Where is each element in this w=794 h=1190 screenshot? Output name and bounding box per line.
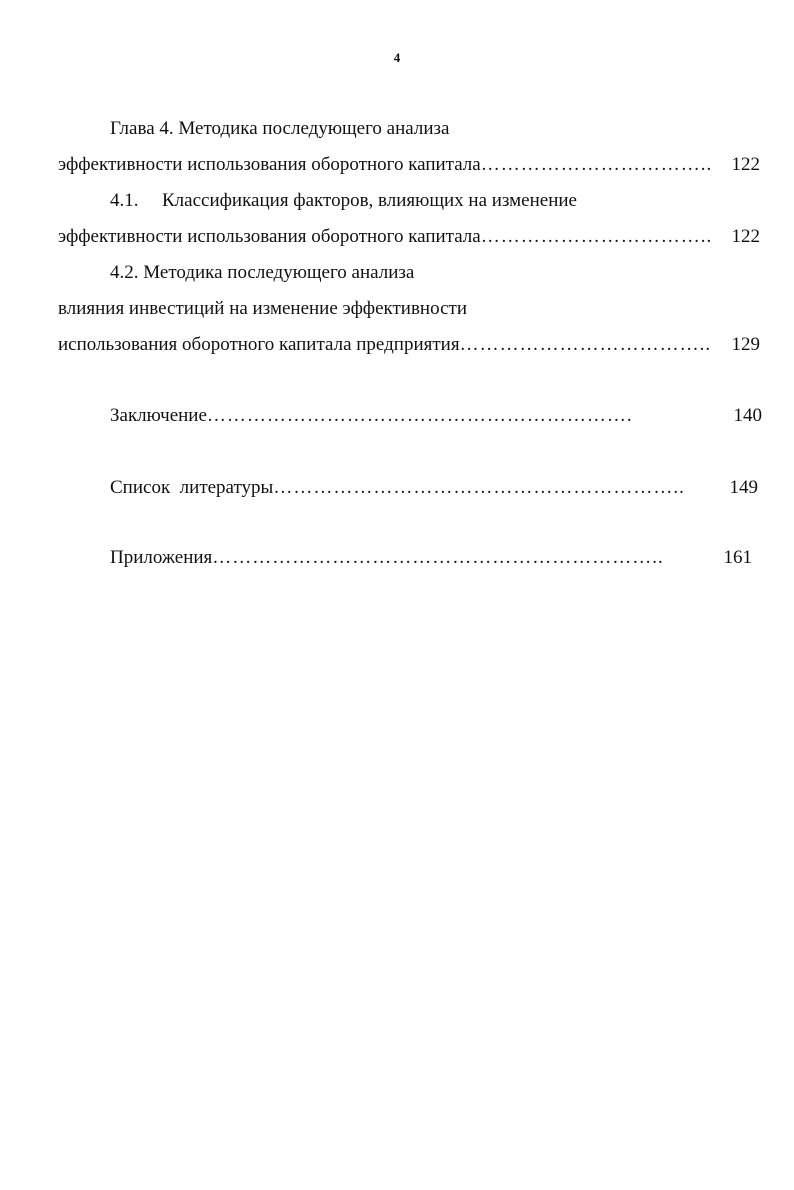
section41-leader: ……………………………..: [480, 226, 713, 247]
conclusion-leader: ……………………………………………………….: [206, 405, 633, 426]
references-entry: [110, 476, 758, 500]
chapter4-entry: [58, 153, 760, 177]
chapter4-title-line1: Глава 4. Методика последующего анализа: [110, 118, 450, 139]
appendices-entry: [110, 546, 752, 570]
appendices-page: 161: [723, 547, 752, 568]
conclusion-title: Заключение: [110, 405, 207, 426]
conclusion-page: 140: [733, 405, 762, 426]
chapter4-page: 122: [731, 154, 760, 175]
references-title: Список литературы: [110, 477, 274, 498]
chapter4-title-line2: эффективности использования оборотного капитала: [58, 154, 481, 175]
appendices-leader: …………………………………………………………..: [212, 547, 664, 568]
section41-number: 4.1.: [110, 190, 139, 211]
conclusion-entry: [110, 404, 762, 428]
chapter4-leader: ……………………………..: [480, 154, 713, 175]
section41-page: 122: [731, 226, 760, 247]
section41-entry: [58, 225, 760, 249]
section42-title-line3: использования оборотного капитала предприятия: [58, 334, 460, 355]
section41-title-line1: [110, 189, 577, 213]
references-leader: ……………………………………………………..: [273, 477, 685, 498]
appendices-title: Приложения: [110, 547, 213, 568]
section42-title-line2: влияния инвестиций на изменение эффективности: [58, 298, 467, 319]
page-number: 4: [393, 50, 401, 65]
section42-entry: [58, 333, 760, 357]
section41-title-text: Классификация факторов, влияющих на изменение: [162, 190, 577, 211]
section41-title-line2: эффективности использования оборотного капитала: [58, 226, 481, 247]
references-page: 149: [729, 477, 758, 498]
section42-title-line1: 4.2. Методика последующего анализа: [110, 262, 415, 283]
section42-leader: ………………………………..: [459, 334, 712, 355]
section42-page: 129: [731, 334, 760, 355]
